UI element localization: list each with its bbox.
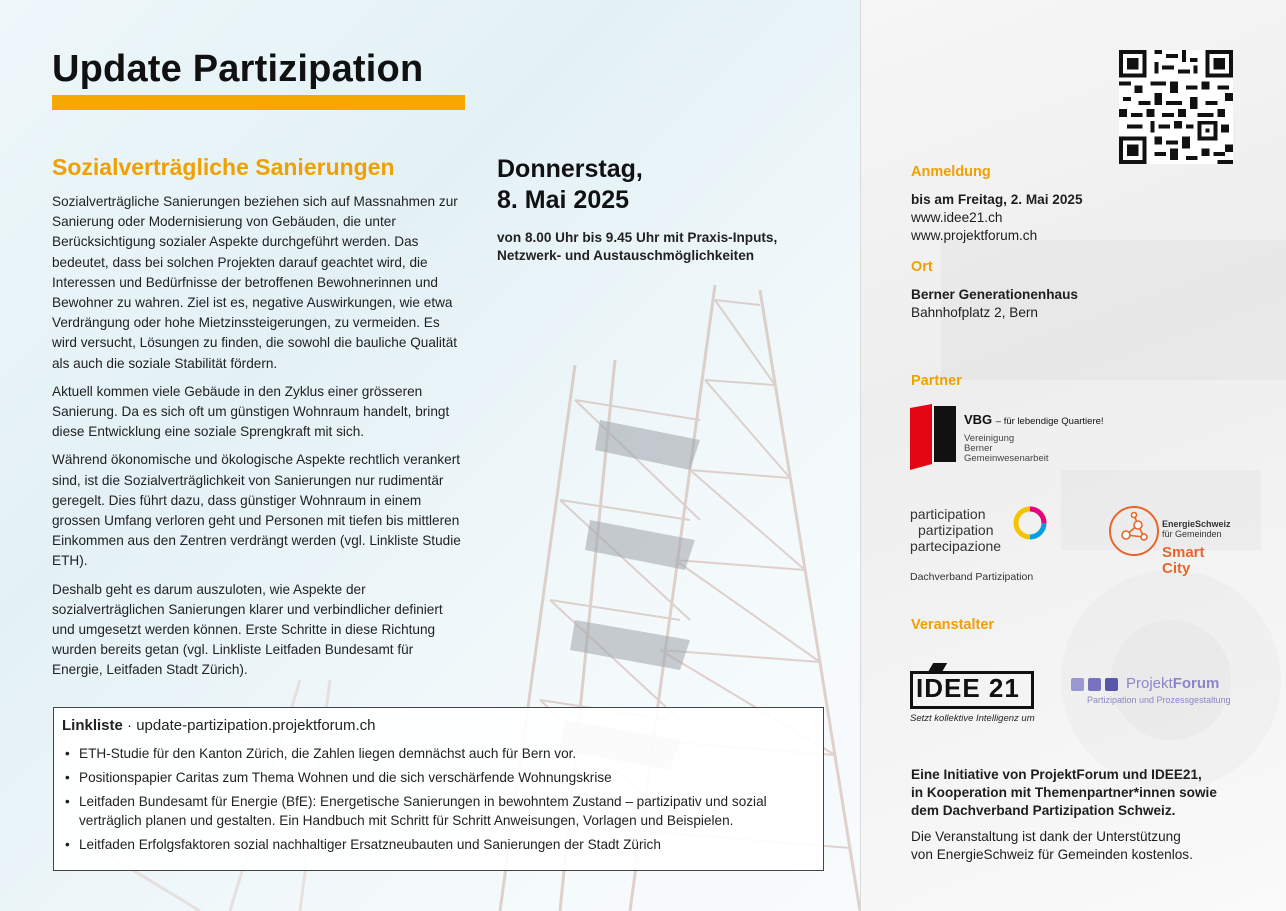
energie-brand: EnergieSchweiz xyxy=(1162,519,1231,529)
projektforum-word-a: Projekt xyxy=(1126,675,1173,692)
smart-city-word: Smart xyxy=(1162,544,1205,561)
vbg-subline: Berner xyxy=(964,443,993,454)
qr-code-icon[interactable] xyxy=(1119,50,1233,164)
event-time-line: Netzwerk- und Austauschmöglichkeiten xyxy=(497,248,755,263)
partner-heading: Partner xyxy=(911,373,962,389)
initiative-note xyxy=(911,766,1251,872)
link-list-label: Linkliste xyxy=(62,717,123,734)
bullet-icon: • xyxy=(65,746,70,761)
link-list-box xyxy=(53,707,824,871)
registration-link-projektforum[interactable]: www.projektforum.ch xyxy=(911,228,1038,243)
smart-city-word: City xyxy=(1162,560,1191,577)
smart-city-network-icon xyxy=(1108,505,1160,557)
projektforum-logo[interactable] xyxy=(1071,675,1251,715)
dachverband-partizipation-logo[interactable] xyxy=(910,500,1110,590)
event-time-line: von 8.00 Uhr bis 9.45 Uhr mit Praxis-Inputs, xyxy=(497,230,778,245)
sidebar xyxy=(860,0,1286,911)
event-day: 8. Mai 2025 xyxy=(497,186,630,214)
support-line: Die Veranstaltung ist dank der Unterstützung xyxy=(911,829,1181,844)
initiative-line: Eine Initiative von ProjektForum und IDEE21, xyxy=(911,767,1202,782)
registration-deadline: bis am Freitag, 2. Mai 2025 xyxy=(911,192,1083,207)
dachverband-word: participation xyxy=(910,506,986,522)
energieschweiz-smart-city-logo[interactable] xyxy=(1108,505,1258,585)
list-item[interactable] xyxy=(62,768,812,787)
paragraph: Während ökonomische und ökologische Aspekte rechtlich verankert sind, ist die Sozialverträglichkeit von Sanierungen nur rudimentär geregelt. Dies führt dazu, dass günstiger Wohnraum in einem grossen Umfang verloren geht und Personen mit tiefen bis mittleren Einkommen aus den Zentren verdrängt werden (vgl. Linkliste Studie ETH). xyxy=(52,452,461,569)
paragraph: Deshalb geht es darum auszuloten, wie Aspekte der sozialverträglichen Sanierungen klarer und verbindlicher definiert und umgesetzt werden können. Erste Schritte in diese Richtung wurden bereits getan (vgl. Linkliste Leitfaden Bundesamt für Energie, Leitfaden Stadt Zürich). xyxy=(52,581,443,678)
event-time xyxy=(497,229,827,265)
link-list-url[interactable]: update-partizipation.projektforum.ch xyxy=(136,717,376,734)
link-list xyxy=(62,744,812,859)
link-item-text: Positionspapier Caritas zum Thema Wohnen und die sich verschärfende Wohnungskrise xyxy=(79,770,612,785)
vbg-flag-icon xyxy=(910,404,956,470)
paragraph: Aktuell kommen viele Gebäude in den Zyklus einer grösseren Sanierung. Da es sich oft um günstigen Wohnraum handelt, bringt diese Entwicklung eine soziale Sprengkraft mit sich. xyxy=(52,383,450,440)
registration-info xyxy=(911,191,1083,245)
section-title: Sozialverträgliche Sanierungen xyxy=(52,154,395,180)
projektforum-squares-icon xyxy=(1071,678,1121,692)
link-list-header xyxy=(62,717,376,734)
list-item[interactable] xyxy=(62,792,812,830)
event-weekday: Donnerstag, xyxy=(497,155,643,183)
vbg-logo[interactable] xyxy=(910,404,1130,474)
initiative-line: in Kooperation mit Themenpartner*innen sowie xyxy=(911,785,1217,800)
registration-link-idee21[interactable]: www.idee21.ch xyxy=(911,210,1003,225)
venue-name: Berner Generationenhaus xyxy=(911,287,1078,302)
dachverband-ring-icon xyxy=(1010,500,1050,546)
venue-address: Bahnhofplatz 2, Bern xyxy=(911,305,1038,320)
dachverband-word: partecipazione xyxy=(910,538,1002,554)
location-info xyxy=(911,286,1078,322)
registration-heading: Anmeldung xyxy=(911,164,991,180)
bullet-icon: • xyxy=(65,770,70,785)
idee21-tagline: Setzt kollektive Intelligenz um xyxy=(910,713,1035,724)
list-item[interactable] xyxy=(62,835,812,854)
initiative-line: dem Dachverband Partizipation Schweiz. xyxy=(911,803,1176,818)
dachverband-caption: Dachverband Partizipation xyxy=(910,571,1034,583)
page-title: Update Partizipation xyxy=(52,48,424,90)
title-underline-bar xyxy=(52,95,465,110)
location-heading: Ort xyxy=(911,259,933,275)
projektforum-tagline: Partizipation und Prozessgestaltung xyxy=(1087,695,1231,705)
link-item-text: Leitfaden Bundesamt für Energie (BfE): Energetische Sanierungen in bewohntem Zustand – partizipativ und sozial verträglich planen und gestalten. Ein Handbuch mit Schritt für Schritt Anweisungen, Vorlagen und Beispielen. xyxy=(79,794,767,828)
link-item-text: ETH-Studie für den Kanton Zürich, die Zahlen liegen demnächst auch für Bern vor. xyxy=(79,746,577,761)
vbg-subline: Vereinigung xyxy=(964,433,1015,444)
event-date xyxy=(497,154,643,216)
bullet-icon: • xyxy=(65,794,70,809)
organizer-heading: Veranstalter xyxy=(911,617,995,633)
paragraph: Sozialverträgliche Sanierungen beziehen sich auf Massnahmen zur Sanierung oder Modernisierung von Gebäuden, die unter Berücksichtigung sozialer Aspekte durchgeführt werden. Das bedeutet, dass bei solchen Projekten darauf geachtet wird, die Interessen und Bedürfnisse der betroffenen Bewohnerinnen und Bewohner zu wahren. Ziel ist es, negative Auswirkungen, wie etwa Verdrängung oder hohe Mietzinssteigerungen, zu vermeiden. Es wird versucht, Lösungen zu finden, die sowohl die bauliche Qualität als auch die soziale Stabilität fördern. xyxy=(52,194,458,371)
energie-brand-sub: für Gemeinden xyxy=(1162,529,1222,539)
vbg-name: VBG xyxy=(964,412,993,427)
vbg-tagline: – für lebendige Quartiere! xyxy=(995,416,1104,427)
support-line: von EnergieSchweiz für Gemeinden kostenlos. xyxy=(911,847,1193,862)
vbg-subline: Gemeinwesenarbeit xyxy=(964,453,1049,464)
idee21-wordmark: IDEE 21 xyxy=(916,673,1020,703)
bullet-icon: • xyxy=(65,837,70,852)
list-item[interactable] xyxy=(62,744,812,763)
idee21-logo[interactable] xyxy=(910,663,1042,727)
intro-text xyxy=(52,192,467,689)
projektforum-word-b: Forum xyxy=(1172,675,1220,692)
link-list-separator: · xyxy=(122,717,137,734)
link-item-text: Leitfaden Erfolgsfaktoren sozial nachhaltiger Ersatzneubauten und Sanierungen der Stadt Zürich xyxy=(79,837,661,852)
dachverband-word: partizipation xyxy=(918,522,994,538)
